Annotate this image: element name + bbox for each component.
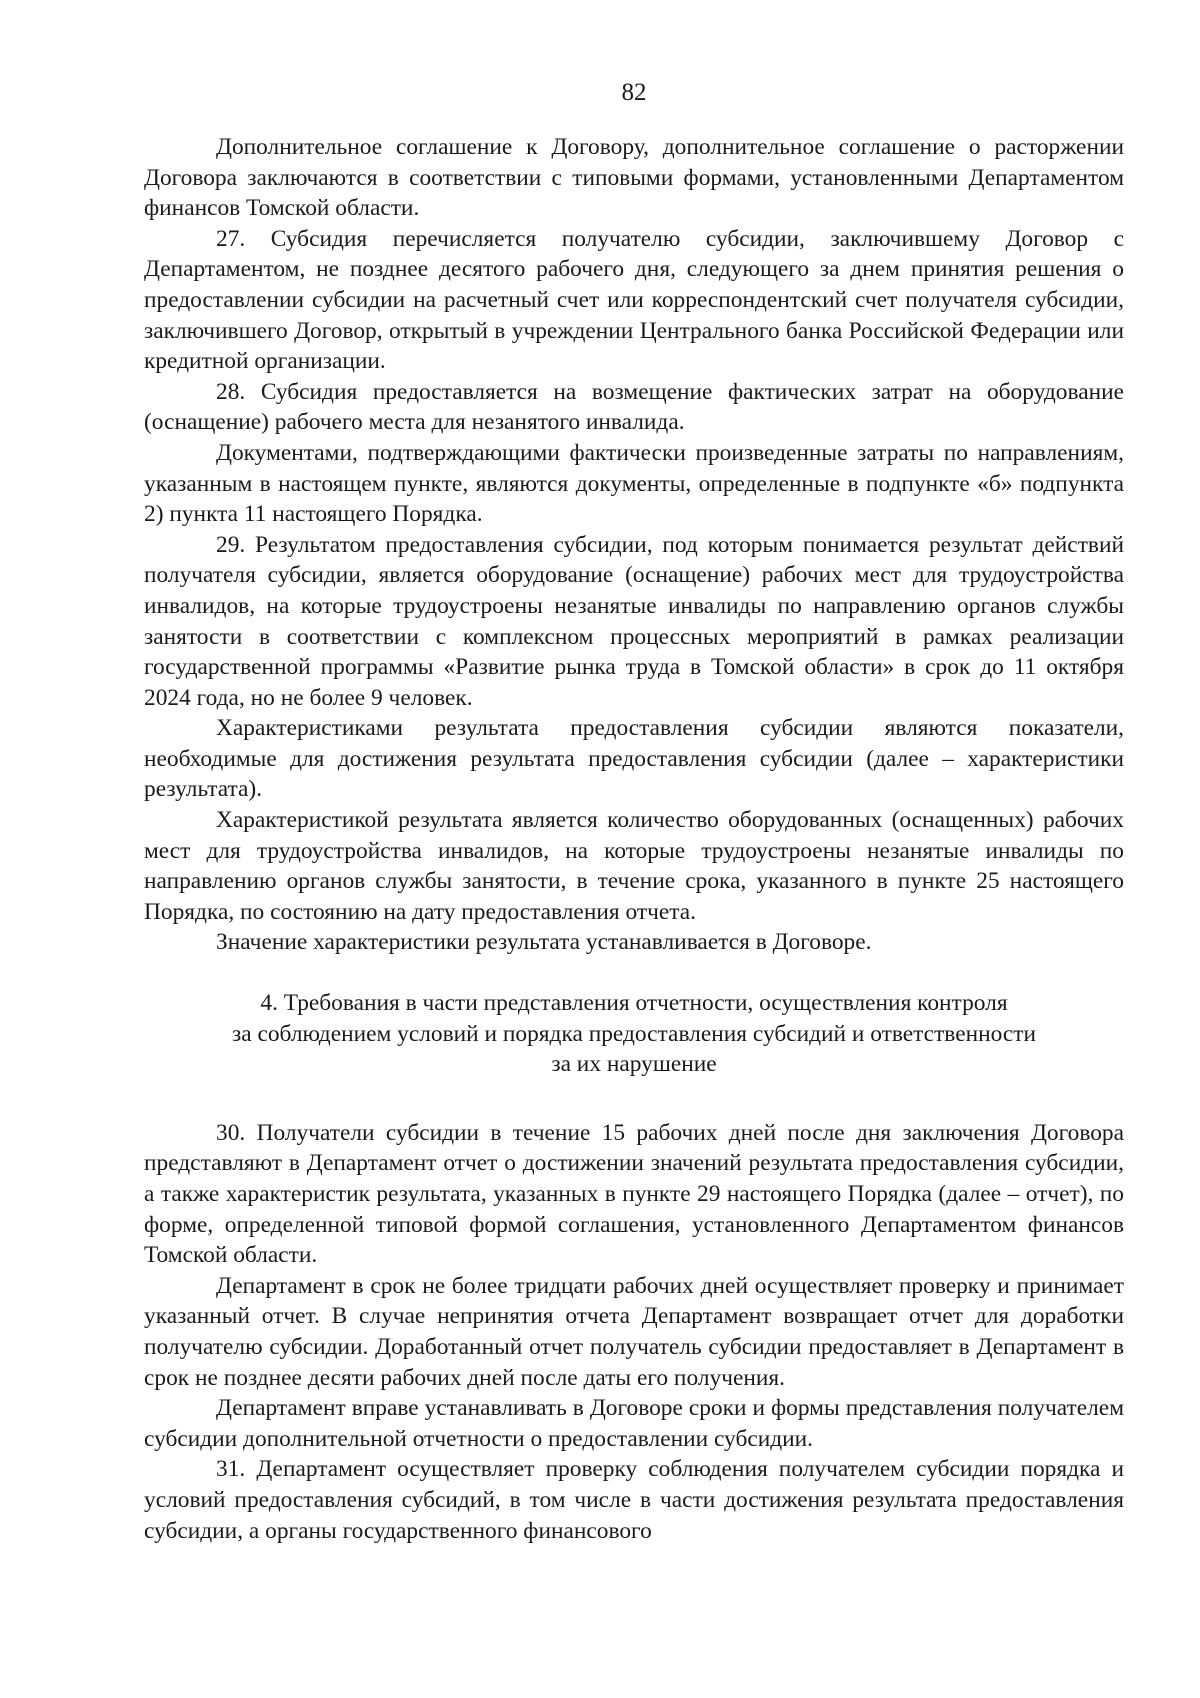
paragraph-additional-reporting: Департамент вправе устанавливать в Договоре сроки и формы представления получателем субсидии дополнительной отчетности о предоставлении субсидии. <box>144 1395 1124 1452</box>
page-number: 82 <box>621 79 647 106</box>
paragraph-27-subsidy-transfer: 27. Субсидия перечисляется получателю субсидии, заключившему Договор с Департаментом, не позднее десятого рабочего дня, следующего за днем принятия решения о предоставлении субсидии на расчетный счет или корреспондентский счет получателя субсидии, заключившего Договор, открытый в учреждении Центрального банка Российской Федерации или кредитной организации. <box>144 225 1124 375</box>
paragraph-28-cost-reimbursement: 28. Субсидия предоставляется на возмещение фактических затрат на оборудование (оснащение) рабочего места для незанятого инвалида. <box>144 378 1124 436</box>
paragraph-supporting-documents: Документами, подтверждающими фактически произведенные затраты по направлениям, указанным в настоящем пункте, являются документы, определенные в подпункте «б» подпункта 2) пункта 11 настоящего Порядка. <box>144 439 1124 528</box>
paragraph-result-characteristic-definition: Характеристикой результата является количество оборудованных (оснащенных) рабочих мест для трудоустройства инвалидов, на которые трудоустроены незанятые инвалиды по направлению органов службы занятости, в течение срока, указанного в пункте 25 настоящего Порядка, по состоянию на дату предоставления отчета. <box>144 807 1124 925</box>
document-body <box>144 132 1124 1546</box>
paragraph-result-characteristics: Характеристиками результата предоставления субсидии являются показатели, необходимые для достижения результата предоставления субсидии (далее – характеристики результата). <box>144 715 1124 803</box>
section-heading-line-2: за соблюдением условий и порядка предоставления субсидий и ответственности <box>231 1020 1037 1047</box>
section-4-heading <box>144 988 1124 1080</box>
paragraph-report-review: Департамент в срок не более тридцати рабочих дней осуществляет проверку и принимает указанный отчет. В случае непринятия отчета Департамент возвращает отчет для доработки получателю субсидии. Доработанный отчет получатель субсидии предоставляет в Департамент в срок не позднее десяти рабочих дней после даты его получения. <box>144 1272 1124 1391</box>
paragraph-29-result: 29. Результатом предоставления субсидии, под которым понимается результат действий получателя субсидии, является оборудование (оснащение) рабочих мест для трудоустройства инвалидов, на которые трудоустроены незанятые инвалиды по направлению органов службы занятости в соответствии с комплексном процессных мероприятий в рамках реализации государственной программы «Развитие рынка труда в Томской области» в срок до 11 октября 2024 года, но не более 9 человек. <box>144 531 1124 711</box>
paragraph-characteristic-value: Значение характеристики результата устанавливается в Договоре. <box>216 929 872 956</box>
paragraph-31-compliance-check: 31. Департамент осуществляет проверку соблюдения получателем субсидии порядка и условий предоставления субсидий, в том числе в части достижения результата предоставления субсидии, а органы государственного финансового <box>144 1456 1124 1544</box>
section-heading-line-3: за их нарушение <box>551 1051 717 1078</box>
section-heading-line-1: 4. Требования в части представления отчетности, осуществления контроля <box>260 990 1008 1017</box>
paragraph-agreement-forms: Дополнительное соглашение к Договору, дополнительное соглашение о расторжении Договора заключаются в соответствии с типовыми формами, установленными Департаментом финансов Томской области. <box>144 134 1124 222</box>
paragraph-30-reporting: 30. Получатели субсидии в течение 15 рабочих дней после дня заключения Договора представляют в Департамент отчет о достижении значений результата предоставления субсидии, а также характеристик результата, указанных в пункте 29 настоящего Порядка (далее – отчет), по форме, определенной типовой формой соглашения, установленного Департаментом финансов Томской области. <box>144 1119 1124 1269</box>
